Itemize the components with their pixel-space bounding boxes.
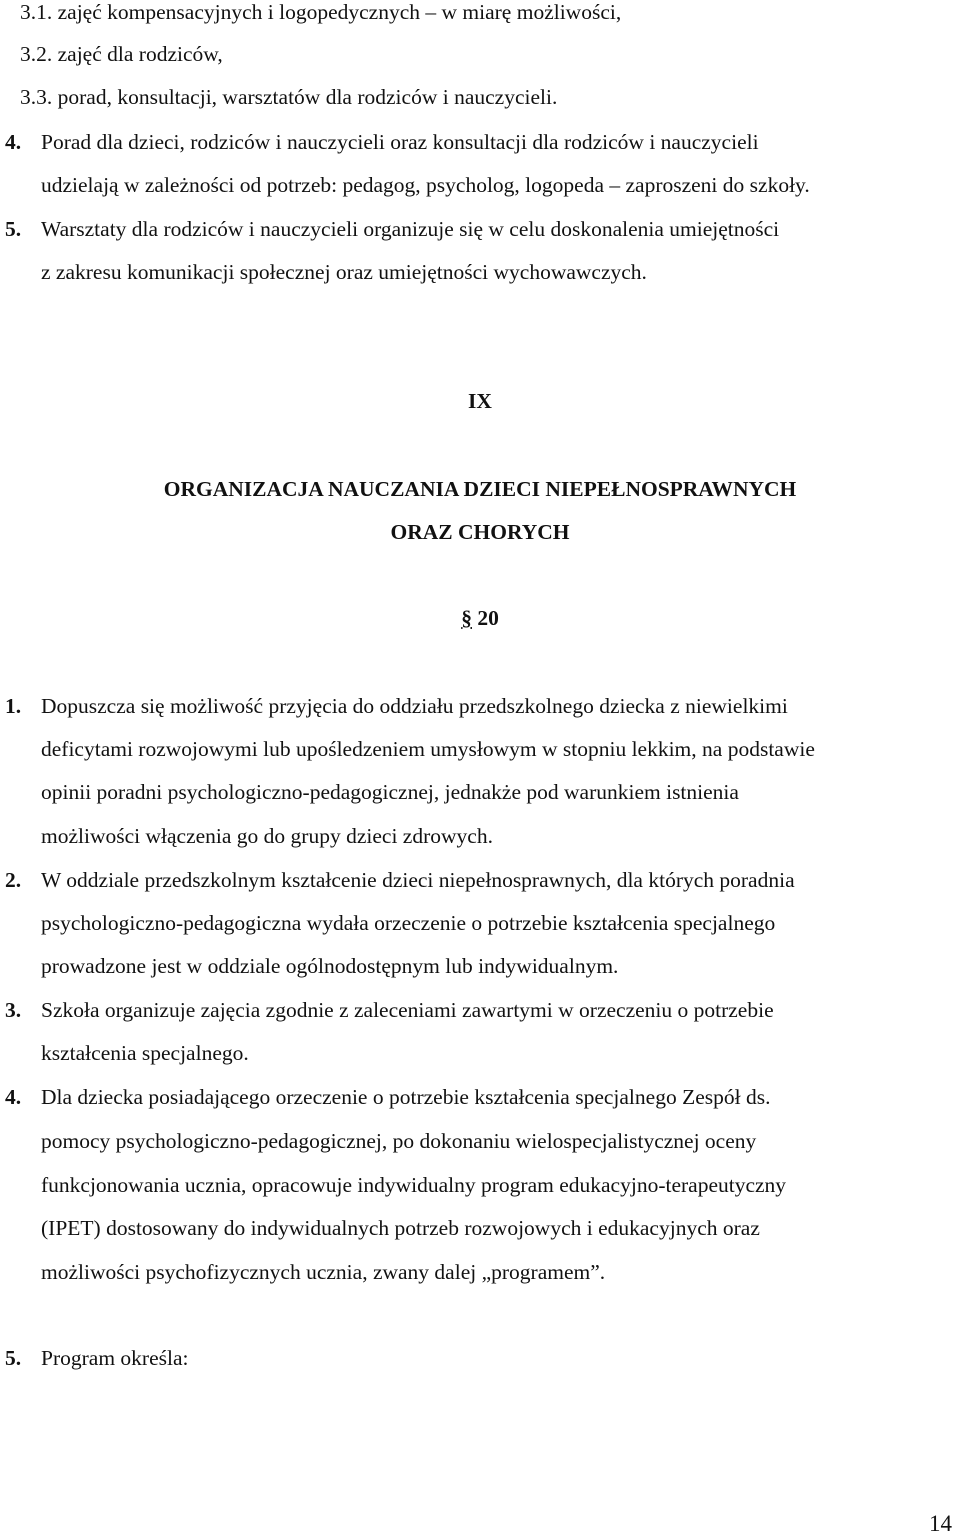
item-4b-line: (IPET) dostosowany do indywidualnych potrzeb rozwojowych i edukacyjnych oraz: [41, 1216, 760, 1240]
page-number: 14: [929, 1511, 952, 1536]
item-4b-line: możliwości psychofizycznych ucznia, zwany dalej „programem”.: [41, 1260, 606, 1284]
item-4b-line: Dla dziecka posiadającego orzeczenie o potrzebie kształcenia specjalnego Zespół ds.: [41, 1085, 771, 1109]
item-2-number: 2.: [5, 868, 22, 892]
item-2-line: psychologiczno-pedagogiczna wydała orzeczenie o potrzebie kształcenia specjalnego: [41, 911, 776, 935]
item-5-line: z zakresu komunikacji społecznej oraz umiejętności wychowawczych.: [41, 260, 647, 284]
item-3-line: kształcenia specjalnego.: [41, 1041, 249, 1065]
item-5-line: Warsztaty dla rodziców i nauczycieli organizuje się w celu doskonalenia umiejętności: [41, 217, 780, 241]
item-5-number: 5.: [5, 217, 22, 241]
sub-item-3-2: [20, 44, 223, 66]
item-3-line: Szkoła organizuje zajęcia zgodnie z zaleceniami zawartymi w orzeczeniu o potrzebie: [41, 998, 774, 1022]
sub-item-text: zajęć dla rodziców,: [57, 42, 223, 66]
sub-item-3-1: [20, 2, 621, 24]
item-5b-number: 5.: [5, 1346, 22, 1370]
sub-item-text: zajęć kompensacyjnych i logopedycznych – w miarę możliwości,: [57, 0, 622, 24]
item-4-line: udzielają w zależności od potrzeb: pedagog, psycholog, logopeda – zaproszeni do szkoły.: [41, 173, 810, 197]
item-1-line: deficytami rozwojowymi lub upośledzeniem umysłowym w stopniu lekkim, na podstawie: [41, 737, 815, 761]
item-1-number: 1.: [5, 694, 22, 718]
item-4b-number: 4.: [5, 1085, 22, 1109]
item-1-line: możliwości włączenia go do grupy dzieci zdrowych.: [41, 824, 493, 848]
chapter-number: IX: [468, 389, 492, 413]
item-4b-line: pomocy psychologiczno-pedagogicznej, po dokonaniu wielospecjalistycznej oceny: [41, 1129, 757, 1153]
section-heading: [0, 608, 960, 630]
item-2-line: prowadzone jest w oddziale ogólnodostępnym lub indywidualnym.: [41, 954, 619, 978]
item-1-line: opinii poradni psychologiczno-pedagogicznej, jednakże pod warunkiem istnienia: [41, 780, 739, 804]
item-4-number: 4.: [5, 130, 22, 154]
sub-item-number: 3.2.: [20, 42, 53, 66]
sub-item-3-3: [20, 87, 557, 109]
item-5b-line: Program określa:: [41, 1346, 189, 1370]
item-3-number: 3.: [5, 998, 22, 1022]
item-4-line: Porad dla dzieci, rodziców i nauczycieli oraz konsultacji dla rodziców i nauczycieli: [41, 130, 759, 154]
item-2-line: W oddziale przedszkolnym kształcenie dzieci niepełnosprawnych, dla których poradnia: [41, 868, 795, 892]
sub-item-number: 3.1.: [20, 0, 53, 24]
section-number: 20: [477, 606, 499, 630]
item-1-line: Dopuszcza się możliwość przyjęcia do oddziału przedszkolnego dziecka z niewielkimi: [41, 694, 788, 718]
item-4b-line: funkcjonowania ucznia, opracowuje indywidualny program edukacyjno-terapeutyczny: [41, 1173, 787, 1197]
chapter-title-line-2: ORAZ CHORYCH: [390, 520, 570, 544]
chapter-title-line-1: ORGANIZACJA NAUCZANIA DZIECI NIEPEŁNOSPRAWNYCH: [163, 477, 797, 501]
sub-item-text: porad, konsultacji, warsztatów dla rodziców i nauczycieli.: [57, 85, 558, 109]
sub-item-number: 3.3.: [20, 85, 53, 109]
section-symbol: §: [461, 606, 472, 630]
